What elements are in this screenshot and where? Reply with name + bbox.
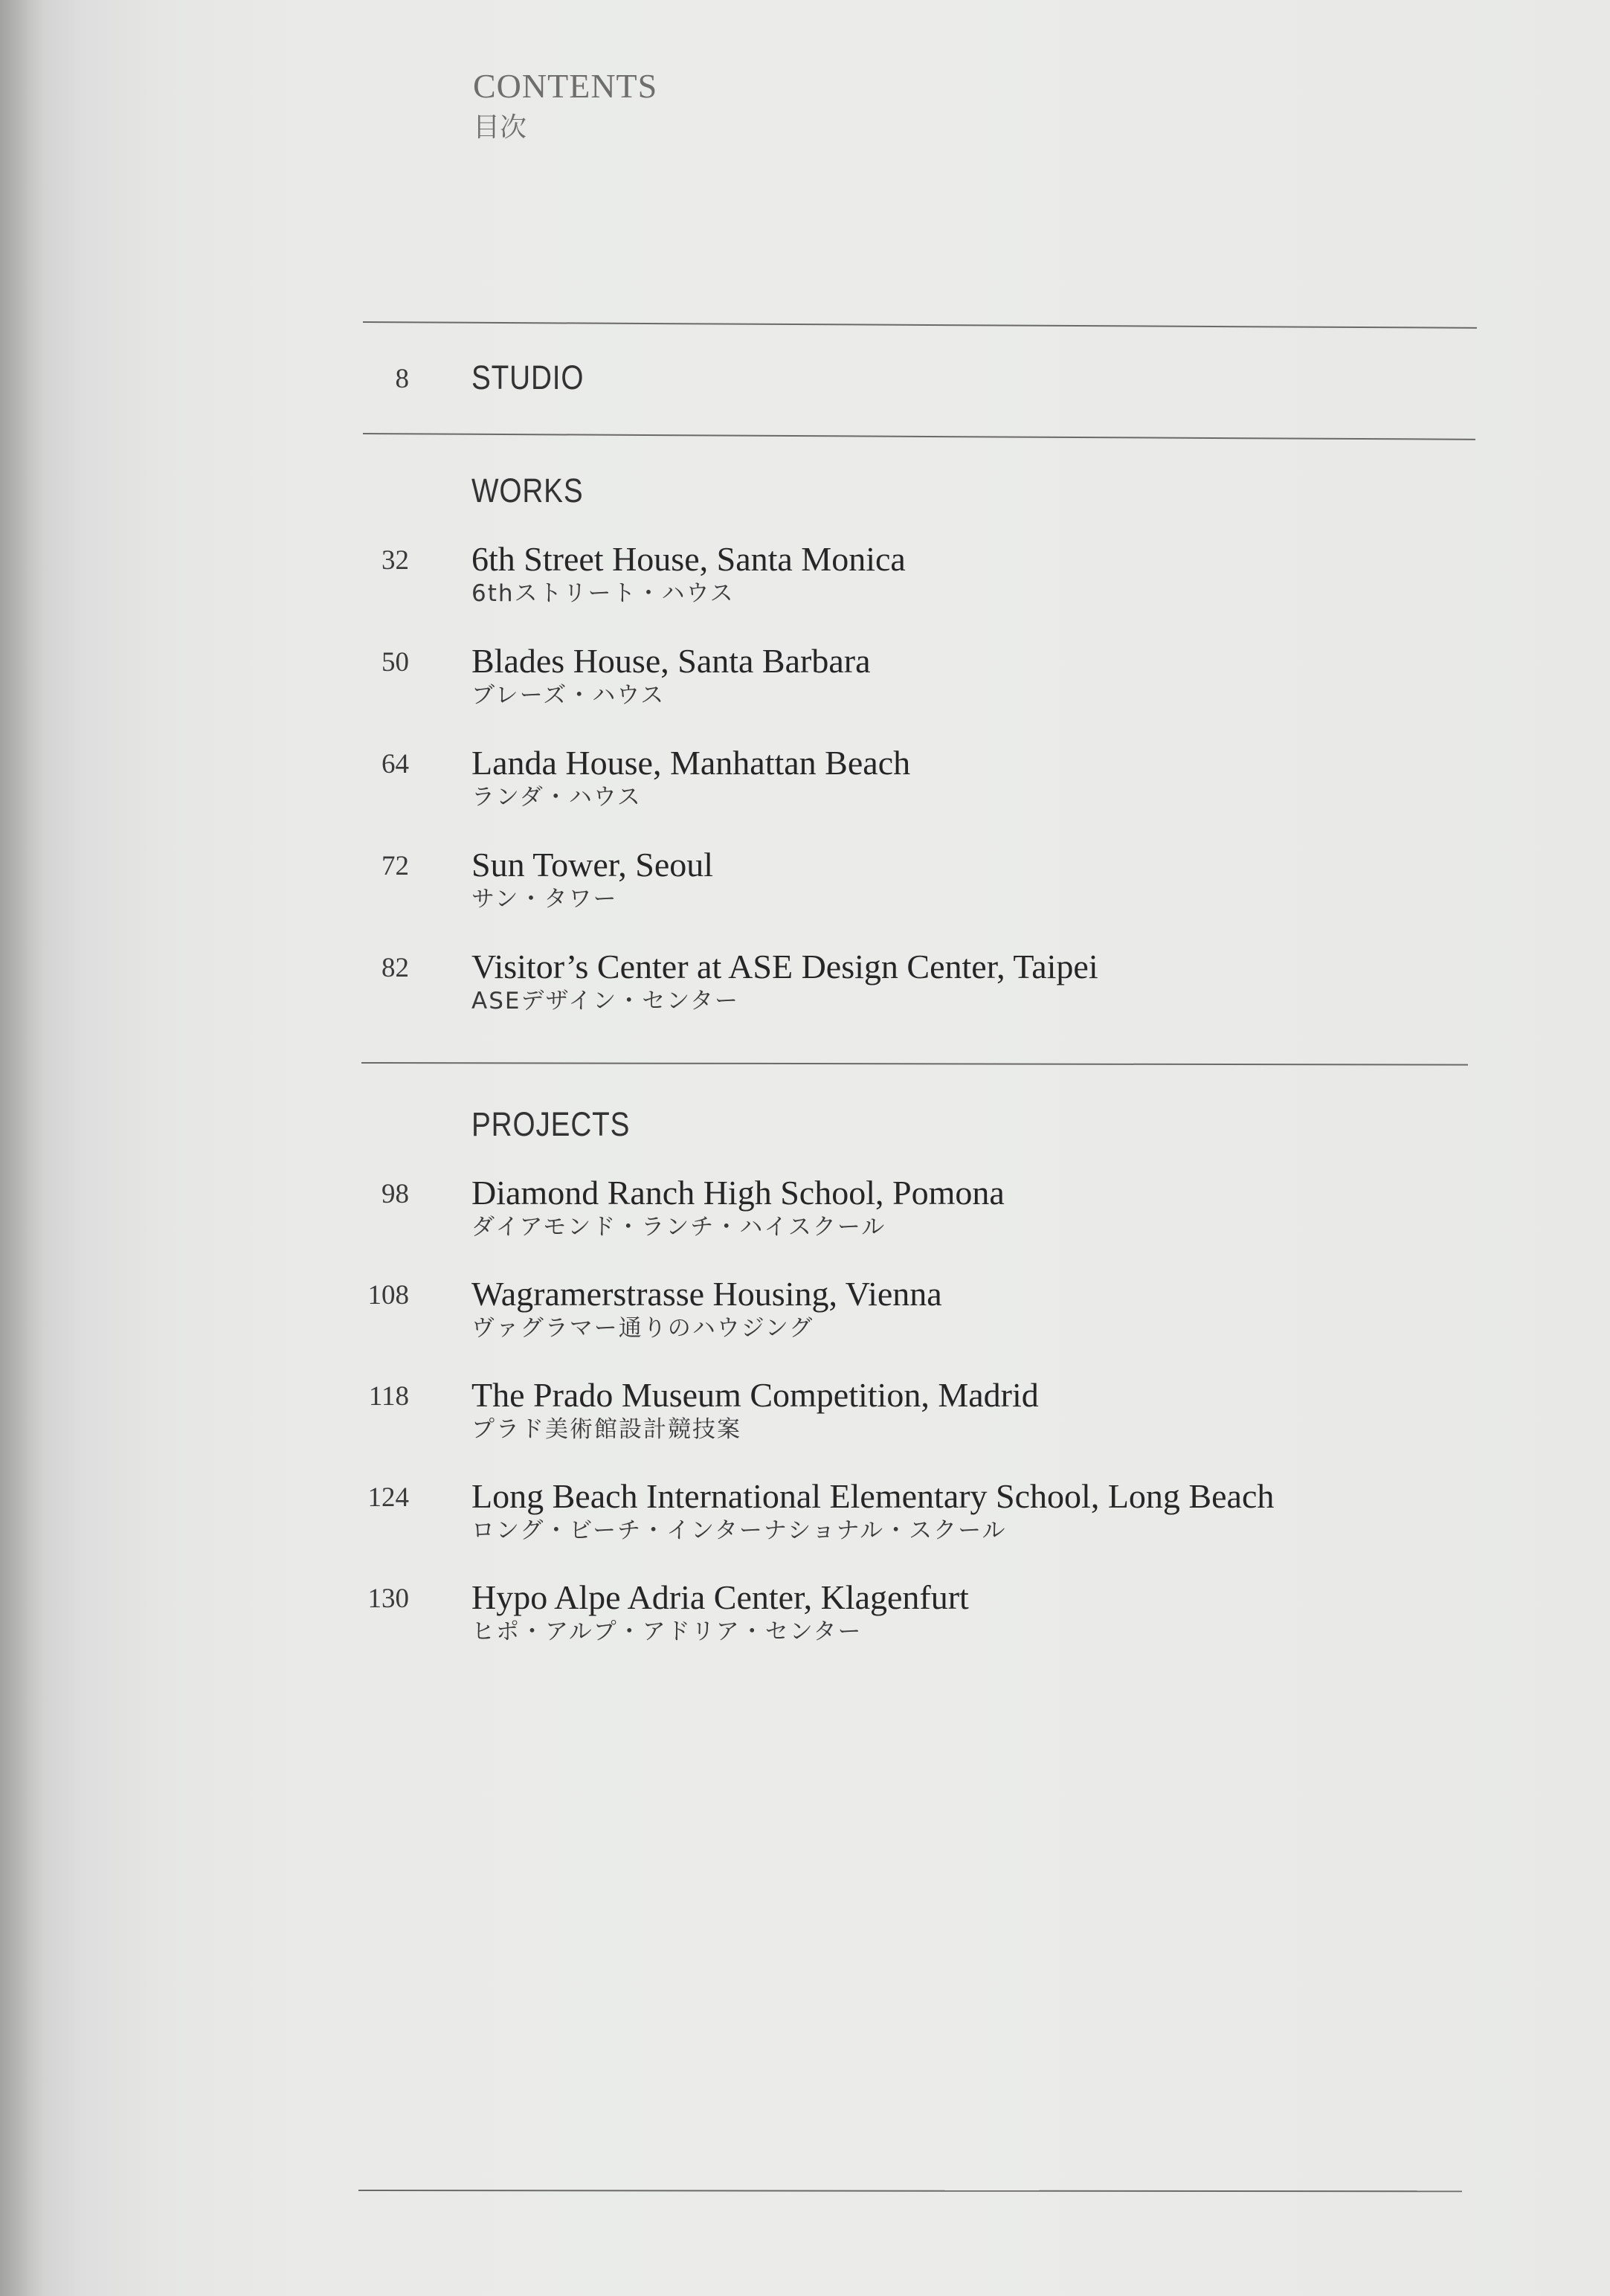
works-entry-page: 32 xyxy=(381,545,409,576)
entry-subtitle-japanese: 6thストリート・ハウス xyxy=(471,580,735,607)
divider-after-studio xyxy=(363,433,1475,440)
entry-title: Long Beach International Elementary School, Long Beach xyxy=(471,1477,1275,1515)
works-heading: WORKS xyxy=(471,472,584,509)
works-entry xyxy=(471,540,906,608)
projects-entry xyxy=(471,1174,1005,1242)
works-entry-page: 50 xyxy=(381,647,409,678)
contents-title-japanese: 目次 xyxy=(473,112,527,143)
entry-subtitle-japanese: プラド美術館設計競技案 xyxy=(471,1416,741,1443)
divider-top xyxy=(363,321,1477,329)
divider-bottom xyxy=(358,2190,1462,2192)
entry-subtitle-japanese: ロング・ビーチ・インターナショナル・スクール xyxy=(471,1517,1007,1544)
entry-title: The Prado Museum Competition, Madrid xyxy=(471,1376,1039,1414)
projects-entry xyxy=(471,1275,942,1343)
entry-subtitle-japanese: ヴァグラマー通りのハウジング xyxy=(471,1315,814,1342)
entry-subtitle-japanese: ダイアモンド・ランチ・ハイスクール xyxy=(471,1214,886,1241)
divider-after-works xyxy=(361,1062,1468,1066)
page-gutter-shadow xyxy=(0,0,45,2296)
studio-heading: STUDIO xyxy=(471,358,585,396)
works-entry-page: 64 xyxy=(381,749,409,779)
contents-header xyxy=(473,65,657,149)
projects-entry xyxy=(471,1477,1274,1546)
entry-subtitle-japanese: ASEデザイン・センター xyxy=(471,988,740,1014)
projects-heading: PROJECTS xyxy=(471,1105,631,1143)
projects-entry-page: 108 xyxy=(367,1280,409,1311)
projects-entry-page: 124 xyxy=(367,1482,409,1513)
entry-title: Diamond Ranch High School, Pomona xyxy=(471,1174,1005,1212)
entry-title: Blades House, Santa Barbara xyxy=(471,642,871,680)
entry-subtitle-japanese: ヒポ・アルプ・アドリア・センター xyxy=(471,1618,863,1645)
works-entry-page: 82 xyxy=(381,953,409,983)
entry-title: 6th Street House, Santa Monica xyxy=(471,540,906,578)
entry-subtitle-japanese: ブレーズ・ハウス xyxy=(471,682,666,709)
works-entry xyxy=(471,744,910,812)
entry-title: Landa House, Manhattan Beach xyxy=(471,744,911,782)
entry-subtitle-japanese: ランダ・ハウス xyxy=(471,784,642,811)
works-entry xyxy=(471,948,1098,1016)
entry-title: Wagramerstrasse Housing, Vienna xyxy=(471,1275,942,1313)
projects-entry-page: 118 xyxy=(368,1381,409,1412)
projects-entry xyxy=(471,1578,969,1647)
entry-title: Sun Tower, Seoul xyxy=(471,846,714,884)
projects-entry-page: 98 xyxy=(381,1179,409,1209)
studio-page-number: 8 xyxy=(395,364,409,394)
entry-title: Visitor’s Center at ASE Design Center, Taipei xyxy=(471,948,1098,985)
works-entry xyxy=(471,846,713,914)
works-entry-page: 72 xyxy=(381,851,409,881)
contents-title: CONTENTS xyxy=(473,67,658,105)
projects-entry-page: 130 xyxy=(367,1583,409,1614)
projects-entry xyxy=(471,1376,1039,1444)
entry-subtitle-japanese: サン・タワー xyxy=(471,886,618,913)
works-entry xyxy=(471,642,871,710)
entry-title: Hypo Alpe Adria Center, Klagenfurt xyxy=(471,1578,969,1616)
